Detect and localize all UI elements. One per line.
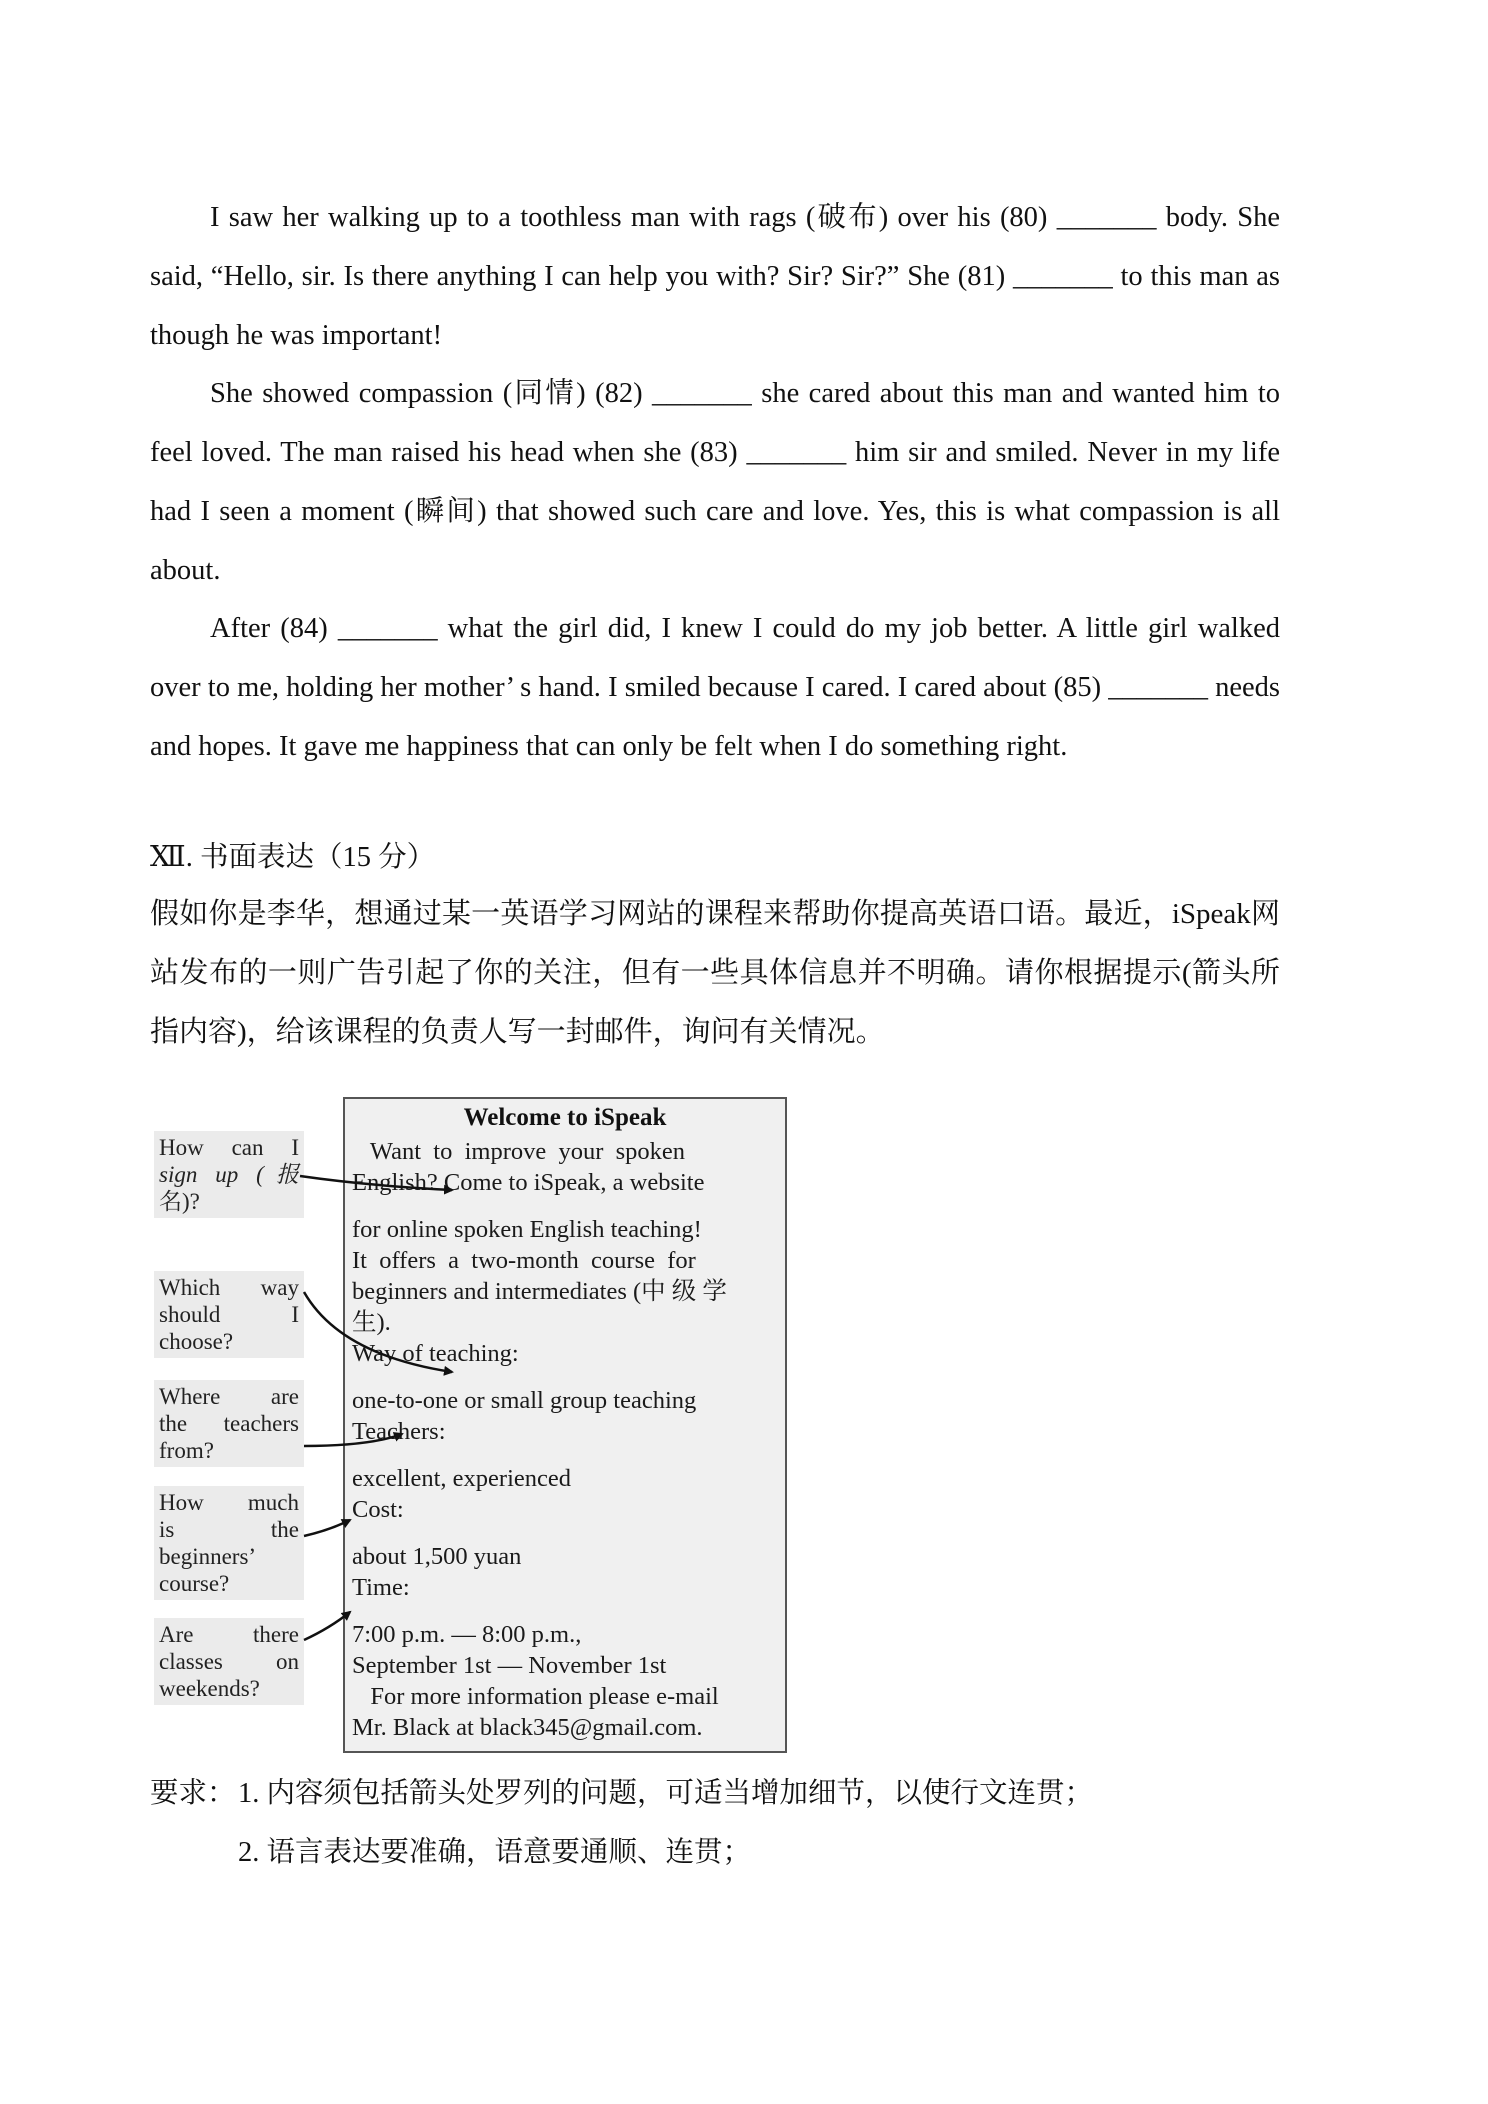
arrow-which-way [304,1292,452,1372]
ad-line: excellent, experienced [352,1465,572,1492]
passage-paragraph-1: I saw her walking up to a toothless man with rags (破布) over his (80) _______ body. She said, “Hello, sir. Is there anything I can help you with? Sir? Sir?” She (81) _______ to this man as though he was important! [150,202,1280,351]
ad-line: English? Come to iSpeak, a website [352,1169,705,1196]
ad-line: Cost: [352,1496,404,1523]
question-line: Which way [159,1275,299,1300]
ad-line: September 1st — November 1st [352,1652,667,1679]
requirement-1: 1. 内容须包括箭头处罗列的问题，可适当增加细节，以使行文连贯； [238,1778,1094,1809]
question-line: the teachers [159,1411,299,1436]
ad-line: 生). [352,1309,391,1336]
ad-line: For more information please e-mail [352,1683,719,1710]
ad-line: Way of teaching: [352,1340,519,1367]
question-line: How much [159,1490,299,1515]
ad-title: Welcome to iSpeak [463,1104,667,1131]
requirements-label: 要求： [150,1778,236,1809]
section-intro: 假如你是李华，想通过某一英语学习网站的课程来帮助你提高英语口语。最近，iSpeak网站发布的一则广告引起了你的关注，但有一些具体信息并不明确。请你根据提示(箭头所指内容)，给该课程的负责人写一封邮件，询问有关情况。 [150,898,1280,1048]
arrow-cost [304,1520,350,1536]
section-heading: Ⅻ. 书面表达（15 分） [150,842,436,873]
ad-line: for online spoken English teaching! [352,1216,702,1243]
question-line: choose? [159,1329,234,1354]
requirement-2: 2. 语言表达要准确，语意要通顺、连贯； [238,1837,752,1868]
arrow-weekends [304,1612,350,1640]
question-line: Are there [159,1622,299,1647]
question-line: course? [159,1571,230,1596]
ad-line: about 1,500 yuan [352,1543,522,1570]
question-line: from? [159,1438,214,1463]
ad-line: beginners and intermediates (中 级 学 [352,1278,727,1305]
ad-line: one-to-one or small group teaching [352,1387,697,1414]
ad-line: Mr. Black at black345@gmail.com. [352,1714,703,1741]
passage-paragraph-3: After (84) _______ what the girl did, I knew I could do my job better. A little girl walked over to me, holding her mother’ s hand. I smiled because I cared. I cared about (85) _______ needs and hopes. It gave me happiness that can only be felt when I do something right. [150,613,1280,762]
ad-line: It offers a two-month course for [352,1247,696,1274]
arrow-teachers [304,1434,402,1446]
arrow-sign-up [300,1176,452,1190]
question-line: How can I [159,1135,299,1160]
ad-line: 7:00 p.m. — 8:00 p.m., [352,1621,582,1648]
ad-line: Time: [352,1574,410,1601]
question-line: is the [159,1517,299,1542]
question-line: classes on [159,1649,299,1674]
ad-line: Teachers: [352,1418,446,1445]
question-line: sign up (报 [159,1162,299,1187]
question-line: should I [159,1302,299,1327]
question-line: weekends? [159,1676,260,1701]
ad-line: Want to improve your spoken [352,1138,686,1165]
question-line: Where are [159,1384,299,1409]
passage-paragraph-2: She showed compassion (同情) (82) _______ she cared about this man and wanted him to feel loved. The man raised his head when she (83) _______ him sir and smiled. Never in my life had I seen a moment (瞬间) that showed such care and love. Yes, this is what compassion is all about. [150,378,1280,586]
question-line: 名)? [159,1189,200,1214]
question-line: beginners’ [159,1544,257,1569]
